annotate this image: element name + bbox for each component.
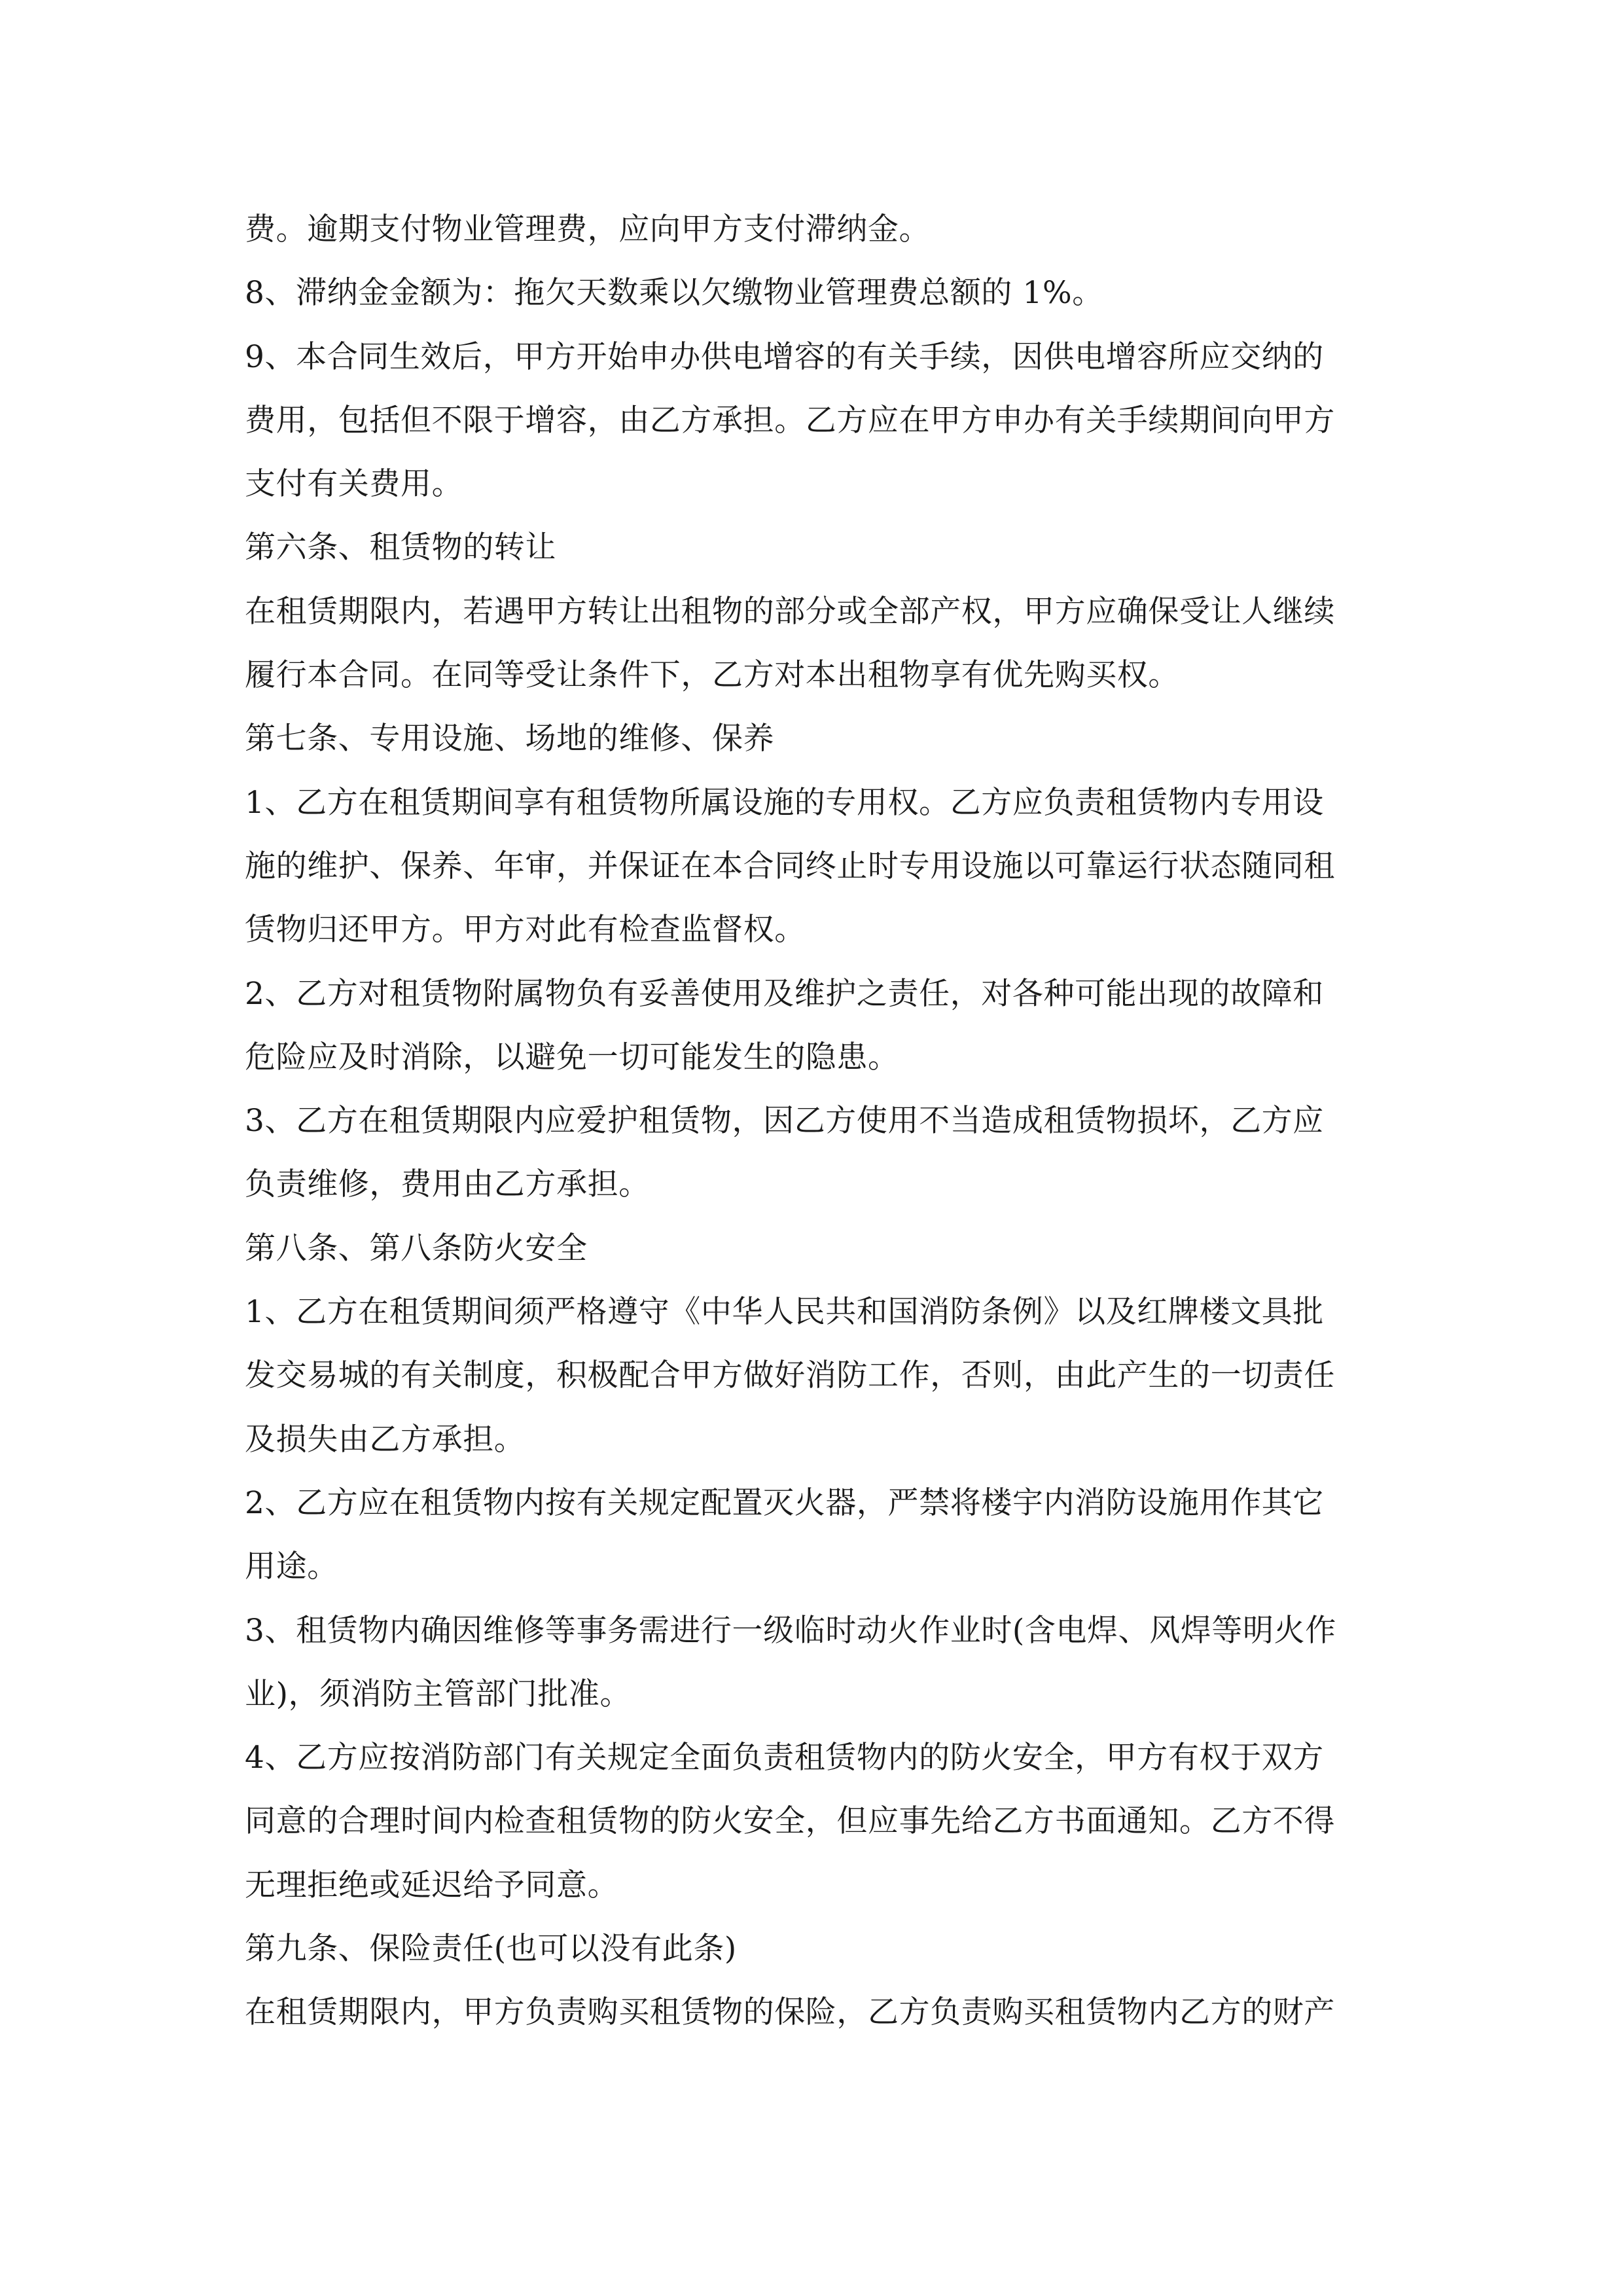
text-line: 2、乙方应在租赁物内按有关规定配置灭火器，严禁将楼宇内消防设施用作其它 [245, 1484, 1324, 1521]
text-line: 8、滞纳金金额为：拖欠天数乘以欠缴物业管理费总额的 1%。 [245, 275, 1103, 312]
text-line: 2、乙方对租赁物附属物负有妥善使用及维护之责任，对各种可能出现的故障和 [245, 975, 1324, 1012]
text-line: 负责维修，费用由乙方承担。 [245, 1166, 650, 1203]
text-line: 支付有关费用。 [245, 466, 463, 503]
text-line: 费用，包括但不限于增容，由乙方承担。乙方应在甲方申办有关手续期间向甲方 [245, 402, 1335, 439]
text-line: 无理拒绝或延迟给予同意。 [245, 1867, 619, 1903]
text-line: 赁物归还甲方。甲方对此有检查监督权。 [245, 912, 806, 948]
text-line: 发交易城的有关制度，积极配合甲方做好消防工作，否则，由此产生的一切责任 [245, 1357, 1335, 1394]
text-line: 费。逾期支付物业管理费，应向甲方支付滞纳金。 [245, 211, 931, 247]
text-line: 4、乙方应按消防部门有关规定全面负责租赁物内的防火安全，甲方有权于双方 [245, 1740, 1324, 1776]
text-line: 1、乙方在租赁期间享有租赁物所属设施的专用权。乙方应负责租赁物内专用设 [245, 784, 1324, 821]
text-line: 及损失由乙方承担。 [245, 1421, 526, 1458]
text-line: 在租赁期限内，甲方负责购买租赁物的保险，乙方负责购买租赁物内乙方的财产 [245, 1994, 1335, 2031]
text-line: 业)，须消防主管部门批准。 [245, 1676, 632, 1712]
article-heading: 第六条、租赁物的转让 [245, 529, 556, 566]
text-line: 在租赁期限内，若遇甲方转让出租物的部分或全部产权，甲方应确保受让人继续 [245, 593, 1335, 630]
article-heading: 第八条、第八条防火安全 [245, 1230, 588, 1266]
article-heading: 第七条、专用设施、场地的维修、保养 [245, 721, 775, 757]
text-line: 9、本合同生效后，甲方开始申办供电增容的有关手续，因供电增容所应交纳的 [245, 338, 1324, 375]
text-line: 危险应及时消除，以避免一切可能发生的隐患。 [245, 1039, 899, 1075]
text-line: 3、租赁物内确因维修等事务需进行一级临时动火作业时(含电焊、风焊等明火作 [245, 1612, 1336, 1649]
article-heading: 第九条、保险责任(也可以没有此条) [245, 1931, 737, 1967]
text-line: 3、乙方在租赁期限内应爱护租赁物，因乙方使用不当造成租赁物损坏，乙方应 [245, 1103, 1324, 1139]
text-line: 履行本合同。在同等受让条件下，乙方对本出租物享有优先购买权。 [245, 657, 1179, 694]
text-line: 用途。 [245, 1549, 338, 1585]
document-body [245, 198, 1383, 2045]
text-line: 同意的合理时间内检查租赁物的防火安全，但应事先给乙方书面通知。乙方不得 [245, 1803, 1335, 1840]
text-line: 1、乙方在租赁期间须严格遵守《中华人民共和国消防条例》以及红牌楼文具批 [245, 1294, 1324, 1331]
text-line: 施的维护、保养、年审，并保证在本合同终止时专用设施以可靠运行状态随同租 [245, 848, 1335, 884]
